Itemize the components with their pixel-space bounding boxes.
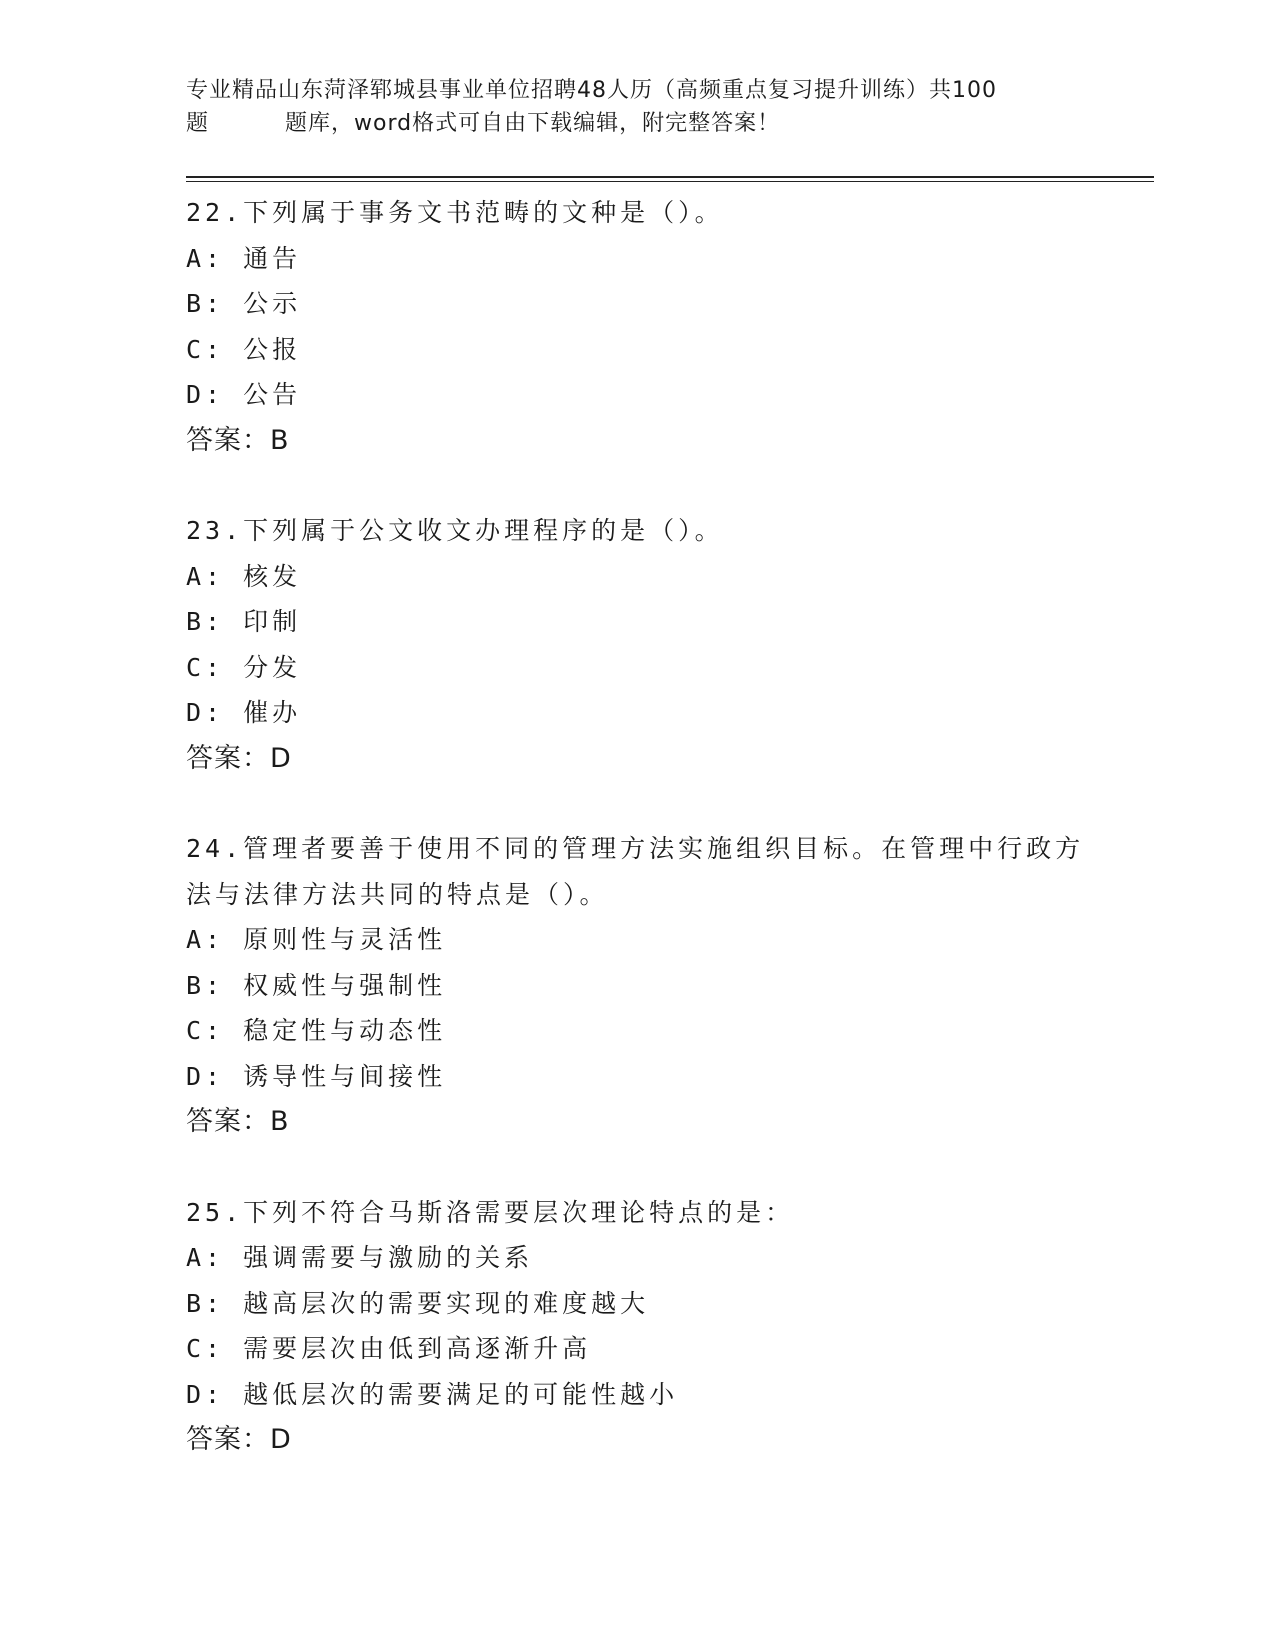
option-a: A: 强调需要与激励的关系 xyxy=(186,1243,534,1272)
document-header xyxy=(186,74,1086,140)
option-d: D: 诱导性与间接性 xyxy=(186,1061,447,1091)
question-24 xyxy=(186,826,1086,1145)
question-23 xyxy=(186,508,1086,781)
option-d: D: 公告 xyxy=(186,380,302,409)
answer: 答案：B xyxy=(186,1106,290,1137)
header-title-line-1: 专业精品山东菏泽郓城县事业单位招聘48人历（高频重点复习提升训练）共100 xyxy=(186,78,997,103)
question-25 xyxy=(186,1190,1086,1463)
question-spacer xyxy=(186,1145,1086,1190)
option-d: D: 越低层次的需要满足的可能性越小 xyxy=(186,1379,679,1409)
option-a: A: 核发 xyxy=(186,561,302,591)
option-d: D: 催办 xyxy=(186,698,302,727)
header-line-2-head: 题 xyxy=(186,111,210,136)
option-b: B: 权威性与强制性 xyxy=(186,970,447,1000)
option-c: C: 稳定性与动态性 xyxy=(186,1016,447,1045)
option-a: A: 原则性与灵活性 xyxy=(186,925,447,954)
question-spacer xyxy=(186,781,1086,826)
option-b: B: 越高层次的需要实现的难度越大 xyxy=(186,1288,650,1318)
question-stem-line-2: 法与法律方法共同的特点是（）。 xyxy=(186,879,609,909)
question-stem: 23.下列属于公文收文办理程序的是（）。 xyxy=(186,516,724,545)
question-stem: 22.下列属于事务文书范畴的文种是（）。 xyxy=(186,198,724,227)
option-a: A: 通告 xyxy=(186,243,302,273)
header-line-2-tail: 题库，word格式可自由下载编辑，附完整答案！ xyxy=(285,111,781,136)
answer: 答案：B xyxy=(186,424,290,456)
option-c: C: 需要层次由低到高逐渐升高 xyxy=(186,1334,592,1363)
answer: 答案：D xyxy=(186,1424,292,1455)
option-b: B: 公示 xyxy=(186,289,302,318)
question-list xyxy=(186,190,1086,1463)
question-spacer xyxy=(186,463,1086,508)
header-title-line-2 xyxy=(186,107,1086,140)
question-stem: 25.下列不符合马斯洛需要层次理论特点的是： xyxy=(186,1197,795,1227)
question-stem-line-1: 24.管理者要善于使用不同的管理方法实施组织目标。在管理中行政方 xyxy=(186,834,1085,863)
option-c: C: 分发 xyxy=(186,652,302,682)
answer: 答案：D xyxy=(186,742,292,774)
header-divider-thin xyxy=(186,181,1154,182)
question-22 xyxy=(186,190,1086,463)
option-b: B: 印制 xyxy=(186,607,302,636)
header-divider-thick xyxy=(186,176,1154,178)
option-c: C: 公报 xyxy=(186,334,302,364)
